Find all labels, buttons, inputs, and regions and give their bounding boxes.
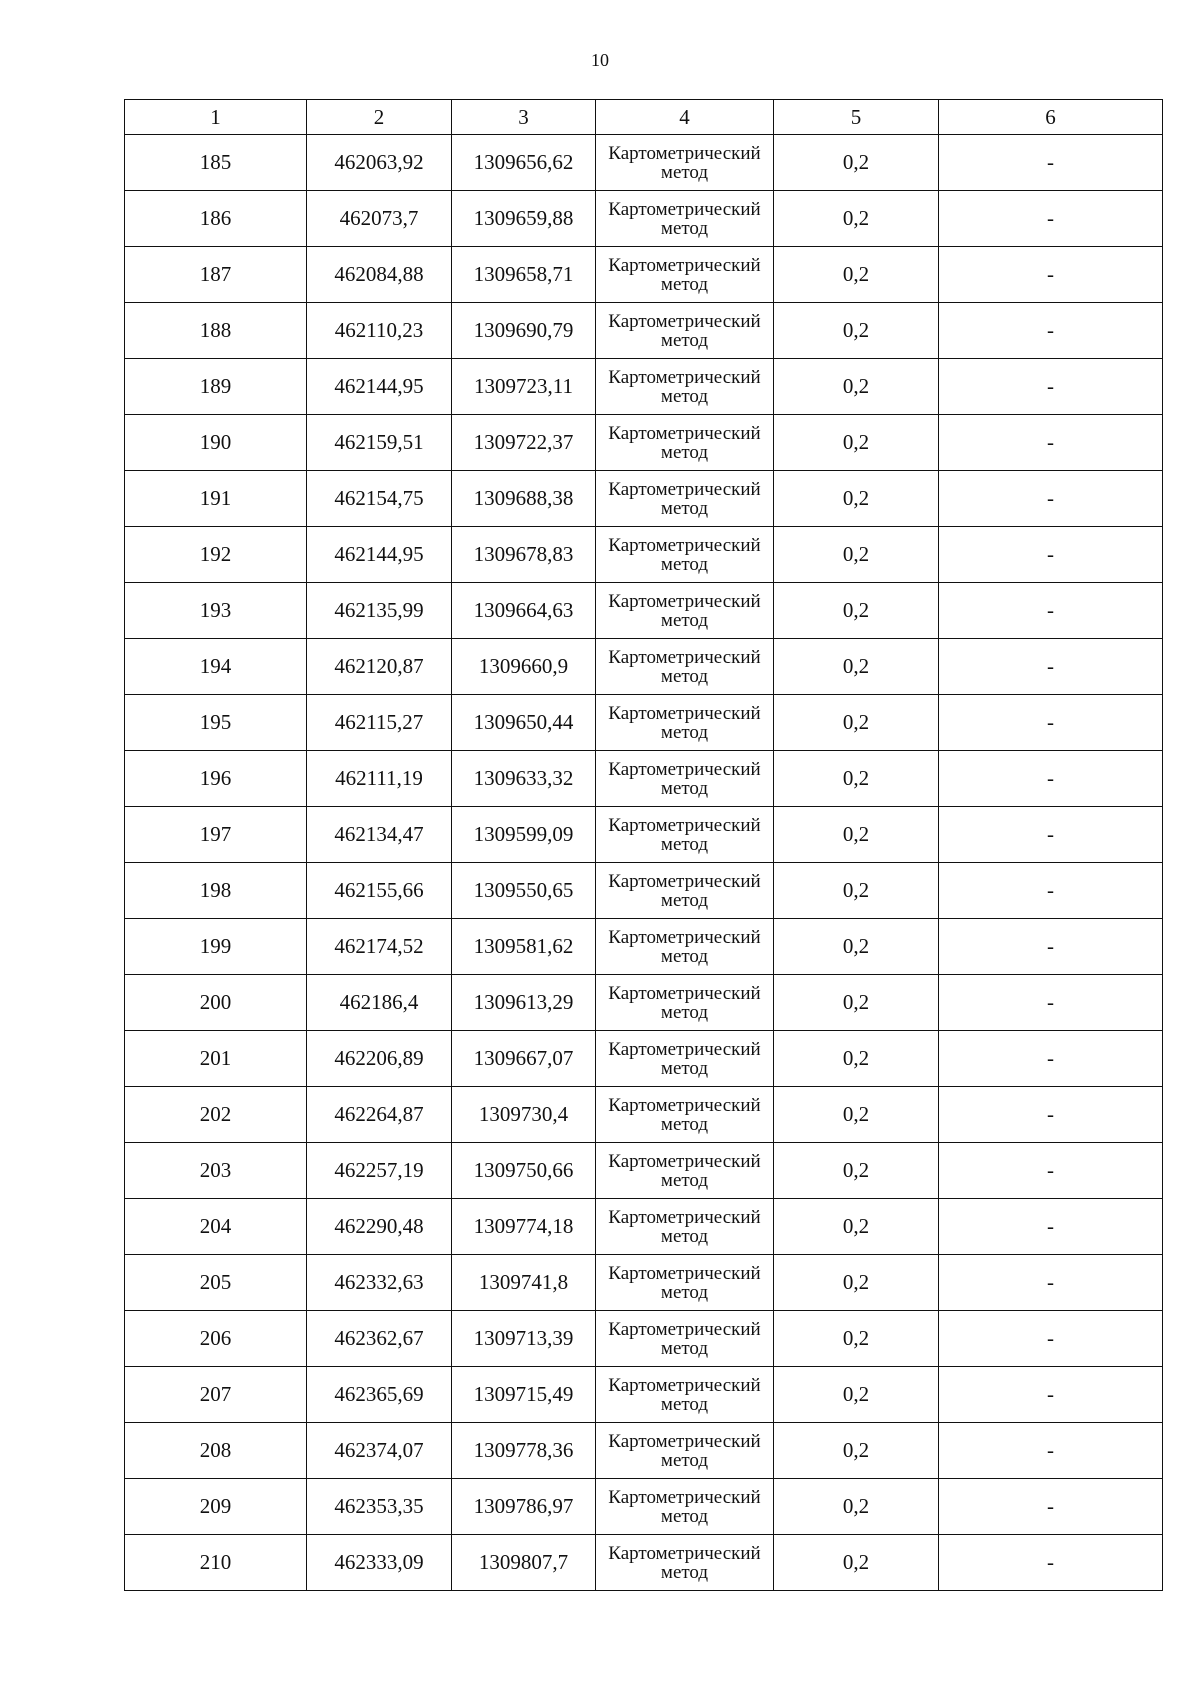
table-row — [125, 303, 1163, 359]
note-cell: - — [939, 247, 1163, 303]
note-cell: - — [939, 1143, 1163, 1199]
x-coordinate-cell: 462362,67 — [307, 1311, 452, 1367]
column-header: 3 — [452, 100, 596, 135]
point-number-cell: 204 — [125, 1199, 307, 1255]
y-coordinate-cell: 1309581,62 — [452, 919, 596, 975]
point-number-cell: 199 — [125, 919, 307, 975]
table-row — [125, 1423, 1163, 1479]
table-row — [125, 1255, 1163, 1311]
accuracy-cell: 0,2 — [774, 1255, 939, 1311]
accuracy-cell: 0,2 — [774, 583, 939, 639]
y-coordinate-cell: 1309656,62 — [452, 135, 596, 191]
note-cell: - — [939, 639, 1163, 695]
method-cell: Картометрический метод — [596, 863, 774, 919]
method-cell: Картометрический метод — [596, 1479, 774, 1535]
method-cell: Картометрический метод — [596, 807, 774, 863]
y-coordinate-cell: 1309613,29 — [452, 975, 596, 1031]
method-cell: Картометрический метод — [596, 1199, 774, 1255]
note-cell: - — [939, 1535, 1163, 1591]
y-coordinate-cell: 1309786,97 — [452, 1479, 596, 1535]
x-coordinate-cell: 462374,07 — [307, 1423, 452, 1479]
x-coordinate-cell: 462115,27 — [307, 695, 452, 751]
note-cell: - — [939, 1087, 1163, 1143]
x-coordinate-cell: 462365,69 — [307, 1367, 452, 1423]
note-cell: - — [939, 863, 1163, 919]
point-number-cell: 194 — [125, 639, 307, 695]
point-number-cell: 200 — [125, 975, 307, 1031]
note-cell: - — [939, 919, 1163, 975]
accuracy-cell: 0,2 — [774, 415, 939, 471]
note-cell: - — [939, 1311, 1163, 1367]
accuracy-cell: 0,2 — [774, 527, 939, 583]
method-cell: Картометрический метод — [596, 303, 774, 359]
column-header: 5 — [774, 100, 939, 135]
y-coordinate-cell: 1309722,37 — [452, 415, 596, 471]
point-number-cell: 197 — [125, 807, 307, 863]
point-number-cell: 208 — [125, 1423, 307, 1479]
x-coordinate-cell: 462186,4 — [307, 975, 452, 1031]
table-row — [125, 583, 1163, 639]
table-row — [125, 639, 1163, 695]
note-cell: - — [939, 1367, 1163, 1423]
column-header: 2 — [307, 100, 452, 135]
x-coordinate-cell: 462332,63 — [307, 1255, 452, 1311]
note-cell: - — [939, 303, 1163, 359]
table-row — [125, 1367, 1163, 1423]
method-cell: Картометрический метод — [596, 1143, 774, 1199]
method-cell: Картометрический метод — [596, 527, 774, 583]
table-body — [125, 135, 1163, 1591]
table-row — [125, 415, 1163, 471]
y-coordinate-cell: 1309658,71 — [452, 247, 596, 303]
method-cell: Картометрический метод — [596, 135, 774, 191]
accuracy-cell: 0,2 — [774, 1311, 939, 1367]
point-number-cell: 210 — [125, 1535, 307, 1591]
y-coordinate-cell: 1309650,44 — [452, 695, 596, 751]
method-cell: Картометрический метод — [596, 1535, 774, 1591]
table-row — [125, 1479, 1163, 1535]
method-cell: Картометрический метод — [596, 1423, 774, 1479]
x-coordinate-cell: 462063,92 — [307, 135, 452, 191]
accuracy-cell: 0,2 — [774, 1535, 939, 1591]
table-row — [125, 751, 1163, 807]
table-row — [125, 807, 1163, 863]
x-coordinate-cell: 462084,88 — [307, 247, 452, 303]
point-number-cell: 188 — [125, 303, 307, 359]
point-number-cell: 206 — [125, 1311, 307, 1367]
y-coordinate-cell: 1309660,9 — [452, 639, 596, 695]
point-number-cell: 201 — [125, 1031, 307, 1087]
note-cell: - — [939, 1479, 1163, 1535]
note-cell: - — [939, 471, 1163, 527]
point-number-cell: 195 — [125, 695, 307, 751]
column-header: 4 — [596, 100, 774, 135]
method-cell: Картометрический метод — [596, 359, 774, 415]
x-coordinate-cell: 462264,87 — [307, 1087, 452, 1143]
x-coordinate-cell: 462159,51 — [307, 415, 452, 471]
table-row — [125, 1087, 1163, 1143]
y-coordinate-cell: 1309690,79 — [452, 303, 596, 359]
method-cell: Картометрический метод — [596, 1367, 774, 1423]
accuracy-cell: 0,2 — [774, 975, 939, 1031]
accuracy-cell: 0,2 — [774, 919, 939, 975]
y-coordinate-cell: 1309713,39 — [452, 1311, 596, 1367]
table-row — [125, 863, 1163, 919]
x-coordinate-cell: 462174,52 — [307, 919, 452, 975]
point-number-cell: 196 — [125, 751, 307, 807]
accuracy-cell: 0,2 — [774, 751, 939, 807]
y-coordinate-cell: 1309741,8 — [452, 1255, 596, 1311]
point-number-cell: 185 — [125, 135, 307, 191]
x-coordinate-cell: 462120,87 — [307, 639, 452, 695]
x-coordinate-cell: 462134,47 — [307, 807, 452, 863]
y-coordinate-cell: 1309774,18 — [452, 1199, 596, 1255]
accuracy-cell: 0,2 — [774, 1367, 939, 1423]
point-number-cell: 203 — [125, 1143, 307, 1199]
note-cell: - — [939, 359, 1163, 415]
table-row — [125, 1143, 1163, 1199]
table-row — [125, 247, 1163, 303]
accuracy-cell: 0,2 — [774, 247, 939, 303]
accuracy-cell: 0,2 — [774, 1143, 939, 1199]
x-coordinate-cell: 462257,19 — [307, 1143, 452, 1199]
point-number-cell: 187 — [125, 247, 307, 303]
point-number-cell: 190 — [125, 415, 307, 471]
note-cell: - — [939, 527, 1163, 583]
x-coordinate-cell: 462073,7 — [307, 191, 452, 247]
table-row — [125, 471, 1163, 527]
accuracy-cell: 0,2 — [774, 807, 939, 863]
point-number-cell: 209 — [125, 1479, 307, 1535]
table-row — [125, 527, 1163, 583]
coordinates-table — [124, 99, 1163, 1591]
method-cell: Картометрический метод — [596, 1031, 774, 1087]
table-row — [125, 135, 1163, 191]
point-number-cell: 202 — [125, 1087, 307, 1143]
method-cell: Картометрический метод — [596, 191, 774, 247]
x-coordinate-cell: 462333,09 — [307, 1535, 452, 1591]
x-coordinate-cell: 462353,35 — [307, 1479, 452, 1535]
table-row — [125, 975, 1163, 1031]
point-number-cell: 198 — [125, 863, 307, 919]
method-cell: Картометрический метод — [596, 639, 774, 695]
table-row — [125, 359, 1163, 415]
y-coordinate-cell: 1309688,38 — [452, 471, 596, 527]
x-coordinate-cell: 462144,95 — [307, 359, 452, 415]
x-coordinate-cell: 462206,89 — [307, 1031, 452, 1087]
point-number-cell: 186 — [125, 191, 307, 247]
point-number-cell: 189 — [125, 359, 307, 415]
x-coordinate-cell: 462155,66 — [307, 863, 452, 919]
accuracy-cell: 0,2 — [774, 191, 939, 247]
point-number-cell: 193 — [125, 583, 307, 639]
y-coordinate-cell: 1309664,63 — [452, 583, 596, 639]
accuracy-cell: 0,2 — [774, 863, 939, 919]
y-coordinate-cell: 1309730,4 — [452, 1087, 596, 1143]
point-number-cell: 191 — [125, 471, 307, 527]
table-row — [125, 695, 1163, 751]
point-number-cell: 207 — [125, 1367, 307, 1423]
accuracy-cell: 0,2 — [774, 135, 939, 191]
method-cell: Картометрический метод — [596, 695, 774, 751]
accuracy-cell: 0,2 — [774, 1199, 939, 1255]
y-coordinate-cell: 1309599,09 — [452, 807, 596, 863]
accuracy-cell: 0,2 — [774, 1031, 939, 1087]
note-cell: - — [939, 751, 1163, 807]
point-number-cell: 192 — [125, 527, 307, 583]
table-row — [125, 1535, 1163, 1591]
y-coordinate-cell: 1309750,66 — [452, 1143, 596, 1199]
method-cell: Картометрический метод — [596, 583, 774, 639]
y-coordinate-cell: 1309715,49 — [452, 1367, 596, 1423]
column-header: 1 — [125, 100, 307, 135]
accuracy-cell: 0,2 — [774, 695, 939, 751]
y-coordinate-cell: 1309678,83 — [452, 527, 596, 583]
table-row — [125, 191, 1163, 247]
method-cell: Картометрический метод — [596, 1311, 774, 1367]
table-row — [125, 1031, 1163, 1087]
note-cell: - — [939, 1031, 1163, 1087]
x-coordinate-cell: 462111,19 — [307, 751, 452, 807]
x-coordinate-cell: 462110,23 — [307, 303, 452, 359]
y-coordinate-cell: 1309723,11 — [452, 359, 596, 415]
note-cell: - — [939, 807, 1163, 863]
note-cell: - — [939, 135, 1163, 191]
accuracy-cell: 0,2 — [774, 1087, 939, 1143]
method-cell: Картометрический метод — [596, 751, 774, 807]
note-cell: - — [939, 583, 1163, 639]
accuracy-cell: 0,2 — [774, 303, 939, 359]
y-coordinate-cell: 1309550,65 — [452, 863, 596, 919]
method-cell: Картометрический метод — [596, 1255, 774, 1311]
header-row — [125, 100, 1163, 135]
note-cell: - — [939, 695, 1163, 751]
note-cell: - — [939, 975, 1163, 1031]
note-cell: - — [939, 1423, 1163, 1479]
y-coordinate-cell: 1309633,32 — [452, 751, 596, 807]
table-row — [125, 1311, 1163, 1367]
table-row — [125, 919, 1163, 975]
x-coordinate-cell: 462290,48 — [307, 1199, 452, 1255]
accuracy-cell: 0,2 — [774, 639, 939, 695]
method-cell: Картометрический метод — [596, 247, 774, 303]
note-cell: - — [939, 415, 1163, 471]
accuracy-cell: 0,2 — [774, 471, 939, 527]
y-coordinate-cell: 1309659,88 — [452, 191, 596, 247]
note-cell: - — [939, 1199, 1163, 1255]
accuracy-cell: 0,2 — [774, 1423, 939, 1479]
method-cell: Картометрический метод — [596, 919, 774, 975]
method-cell: Картометрический метод — [596, 471, 774, 527]
y-coordinate-cell: 1309807,7 — [452, 1535, 596, 1591]
x-coordinate-cell: 462144,95 — [307, 527, 452, 583]
x-coordinate-cell: 462154,75 — [307, 471, 452, 527]
y-coordinate-cell: 1309778,36 — [452, 1423, 596, 1479]
x-coordinate-cell: 462135,99 — [307, 583, 452, 639]
note-cell: - — [939, 191, 1163, 247]
page-number: 10 — [591, 50, 609, 70]
accuracy-cell: 0,2 — [774, 359, 939, 415]
y-coordinate-cell: 1309667,07 — [452, 1031, 596, 1087]
note-cell: - — [939, 1255, 1163, 1311]
table-row — [125, 1199, 1163, 1255]
method-cell: Картометрический метод — [596, 415, 774, 471]
accuracy-cell: 0,2 — [774, 1479, 939, 1535]
method-cell: Картометрический метод — [596, 1087, 774, 1143]
point-number-cell: 205 — [125, 1255, 307, 1311]
column-header: 6 — [939, 100, 1163, 135]
method-cell: Картометрический метод — [596, 975, 774, 1031]
